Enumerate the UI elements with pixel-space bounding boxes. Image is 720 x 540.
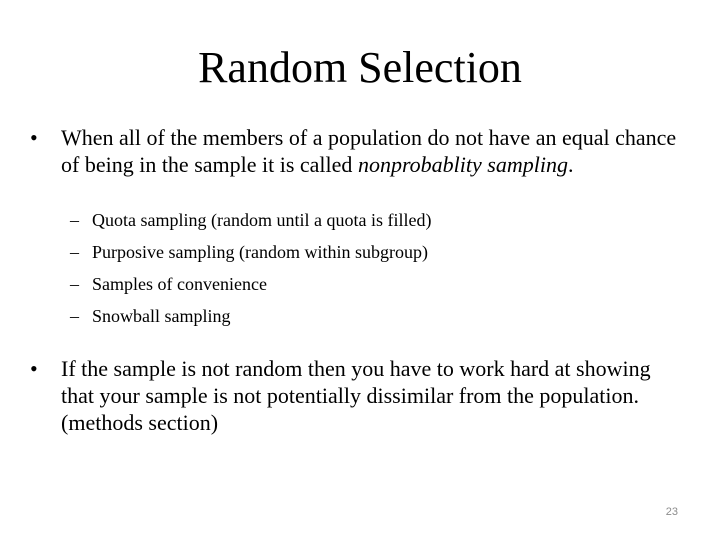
slide-title: Random Selection	[198, 43, 522, 92]
bullet-item	[26, 355, 686, 436]
sub-bullet-text: Snowball sampling	[92, 306, 231, 326]
bullet-marker: •	[30, 356, 38, 381]
sub-bullet-marker: –	[70, 274, 79, 294]
sub-bullet-text: Samples of convenience	[92, 274, 267, 294]
sub-bullet-item	[70, 240, 670, 272]
bullet-text-emphasis: nonprobablity sampling	[357, 152, 568, 177]
sub-bullet-item	[70, 208, 670, 240]
bullet-text: If the sample is not random then you have to work hard at showing that your sample is not potentially dissimilar from the population. (methods section)	[61, 356, 651, 435]
sub-bullet-marker: –	[70, 210, 79, 230]
page-number: 23	[665, 506, 678, 518]
bullet-text-end: .	[567, 152, 574, 177]
sub-bullet-item	[70, 304, 670, 336]
sub-bullet-marker: –	[70, 242, 79, 262]
bullet-text-plain: When all of the members of a population do not have an equal chance of being in the sample it is called	[61, 125, 677, 177]
sub-bullet-item	[70, 272, 670, 304]
sub-bullet-text: Purposive sampling (random within subgroup)	[92, 242, 428, 262]
sub-bullet-text: Quota sampling (random until a quota is filled)	[92, 210, 432, 230]
sub-bullet-list	[70, 208, 670, 336]
bullet-text	[61, 124, 686, 178]
bullet-item	[26, 124, 686, 178]
bullet-marker: •	[30, 125, 38, 150]
sub-bullet-marker: –	[70, 306, 79, 326]
